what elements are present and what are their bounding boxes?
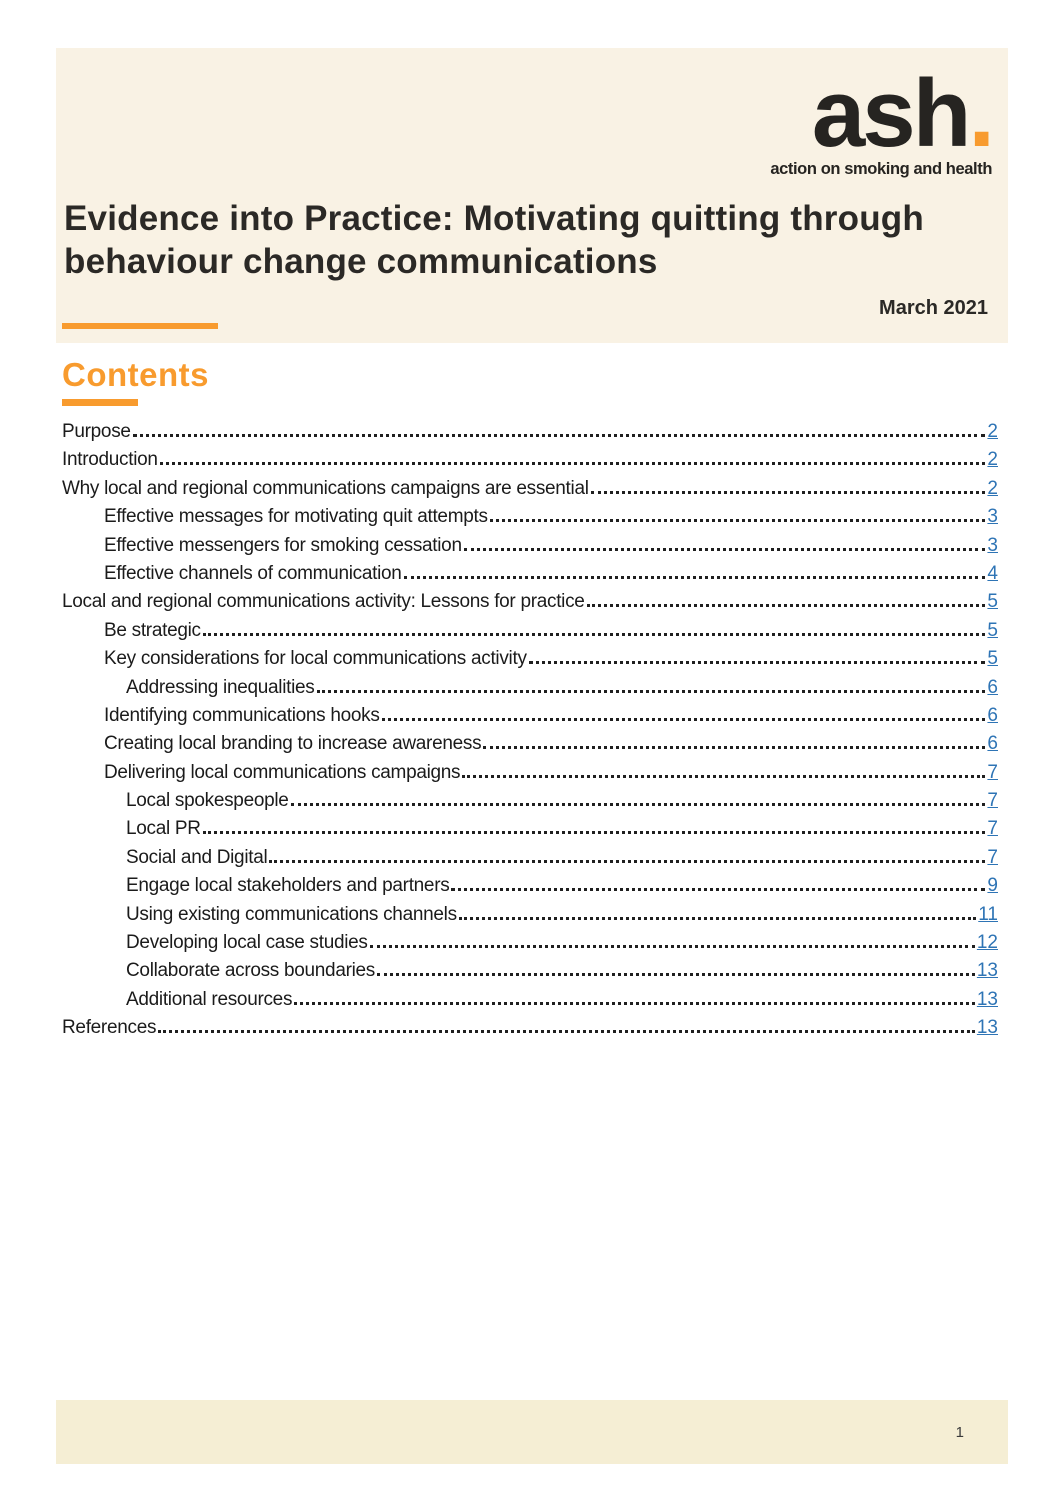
toc-page-link[interactable]: 7 <box>987 790 998 812</box>
toc-page-link[interactable]: 5 <box>987 591 998 613</box>
logo-tagline: action on smoking and health <box>770 160 992 179</box>
title-accent-rule <box>62 323 218 329</box>
toc-entry[interactable] <box>62 847 998 875</box>
toc-entry-label: Collaborate across boundaries <box>126 960 376 982</box>
toc-dot-leader <box>158 1030 975 1033</box>
toc-dot-leader <box>291 803 986 806</box>
toc-dot-leader <box>203 633 986 636</box>
toc-entry-label: Local and regional communications activity: Lessons for practice <box>62 591 585 613</box>
toc-entry-label: Effective channels of communication <box>104 562 402 584</box>
document-date: March 2021 <box>879 297 988 319</box>
toc-page-link[interactable]: 5 <box>987 648 998 670</box>
document-title: Evidence into Practice: Motivating quitting through behaviour change communications <box>64 199 924 281</box>
toc-dot-leader <box>160 462 986 465</box>
toc-dot-leader <box>370 945 975 948</box>
toc-entry-label: Why local and regional communications campaigns are essential <box>62 477 589 499</box>
toc-entry[interactable] <box>62 535 998 563</box>
toc-page-link[interactable]: 9 <box>987 875 998 897</box>
toc-list <box>62 421 998 1046</box>
header-block <box>56 48 1008 343</box>
toc-dot-leader <box>269 860 985 863</box>
footer-page-number: 1 <box>955 1423 964 1441</box>
toc-page-link[interactable]: 2 <box>987 449 998 471</box>
toc-dot-leader <box>529 661 986 664</box>
toc-page-link[interactable]: 3 <box>987 506 998 528</box>
toc-dot-leader <box>404 576 986 579</box>
toc-page-link[interactable]: 13 <box>976 988 998 1010</box>
toc-entry-label: Delivering local communications campaigns <box>104 761 461 783</box>
toc-dot-leader <box>483 746 985 749</box>
toc-entry[interactable] <box>62 904 998 932</box>
toc-entry[interactable] <box>62 506 998 534</box>
toc-entry[interactable] <box>62 762 998 790</box>
toc-entry-label: Effective messengers for smoking cessation <box>104 534 462 556</box>
toc-page-link[interactable]: 5 <box>987 619 998 641</box>
toc-page-link[interactable]: 6 <box>987 676 998 698</box>
toc-entry[interactable] <box>62 960 998 988</box>
contents-heading-rule <box>62 399 138 406</box>
toc-page-link[interactable]: 3 <box>987 534 998 556</box>
toc-page-link[interactable]: 6 <box>987 704 998 726</box>
toc-entry-label: Local spokespeople <box>126 790 289 812</box>
toc-entry[interactable] <box>62 1017 998 1045</box>
toc-entry[interactable] <box>62 478 998 506</box>
toc-entry[interactable] <box>62 790 998 818</box>
toc-entry-label: Creating local branding to increase awareness <box>104 733 482 755</box>
toc-entry-label: References <box>62 1017 157 1039</box>
toc-entry-label: Key considerations for local communications activity <box>104 648 527 670</box>
toc-page-link[interactable]: 7 <box>987 761 998 783</box>
toc-entry-label: Be strategic <box>104 619 201 641</box>
toc-entry-label: Identifying communications hooks <box>104 704 380 726</box>
toc-dot-leader <box>462 775 985 778</box>
toc-entry-label: Addressing inequalities <box>126 676 315 698</box>
toc-entry-label: Additional resources <box>126 988 293 1010</box>
contents-section <box>62 356 998 1046</box>
toc-entry-label: Effective messages for motivating quit attempts <box>104 506 488 528</box>
footer-band <box>56 1400 1008 1464</box>
toc-entry[interactable] <box>62 677 998 705</box>
toc-entry[interactable] <box>62 591 998 619</box>
toc-page-link[interactable]: 13 <box>976 1017 998 1039</box>
toc-dot-leader <box>317 690 986 693</box>
logo-dot-icon: . <box>968 60 992 167</box>
toc-dot-leader <box>591 491 986 494</box>
toc-entry[interactable] <box>62 421 998 449</box>
toc-entry[interactable] <box>62 932 998 960</box>
toc-entry[interactable] <box>62 705 998 733</box>
toc-dot-leader <box>459 917 976 920</box>
toc-entry[interactable] <box>62 733 998 761</box>
toc-entry[interactable] <box>62 989 998 1017</box>
toc-dot-leader <box>464 548 986 551</box>
toc-page-link[interactable]: 4 <box>987 562 998 584</box>
toc-entry[interactable] <box>62 648 998 676</box>
toc-entry[interactable] <box>62 449 998 477</box>
toc-dot-leader <box>377 973 975 976</box>
toc-entry-label: Developing local case studies <box>126 932 368 954</box>
toc-page-link[interactable]: 13 <box>976 960 998 982</box>
toc-page-link[interactable]: 2 <box>987 477 998 499</box>
toc-page-link[interactable]: 6 <box>987 733 998 755</box>
contents-heading: Contents <box>62 356 209 393</box>
toc-dot-leader <box>490 519 986 522</box>
logo-word-text: ash <box>811 60 969 167</box>
toc-page-link[interactable]: 7 <box>987 846 998 868</box>
toc-dot-leader <box>587 604 986 607</box>
ash-logo <box>770 60 992 179</box>
toc-page-link[interactable]: 7 <box>987 818 998 840</box>
logo-wordmark <box>770 60 992 167</box>
toc-dot-leader <box>451 888 985 891</box>
toc-entry[interactable] <box>62 620 998 648</box>
toc-entry[interactable] <box>62 563 998 591</box>
toc-entry-label: Purpose <box>62 421 131 442</box>
toc-dot-leader <box>203 831 986 834</box>
toc-entry[interactable] <box>62 818 998 846</box>
toc-dot-leader <box>382 718 986 721</box>
toc-entry-label: Local PR <box>126 818 201 840</box>
toc-dot-leader <box>133 434 986 437</box>
toc-page-link[interactable]: 12 <box>976 932 998 954</box>
toc-entry-label: Engage local stakeholders and partners <box>126 875 450 897</box>
toc-entry-label: Social and Digital <box>126 846 268 868</box>
toc-entry-label: Using existing communications channels <box>126 903 457 925</box>
toc-page-link[interactable]: 2 <box>987 421 998 442</box>
toc-page-link[interactable]: 11 <box>978 903 998 925</box>
toc-entry[interactable] <box>62 875 998 903</box>
toc-dot-leader <box>294 1002 975 1005</box>
toc-entry-label: Introduction <box>62 449 158 471</box>
